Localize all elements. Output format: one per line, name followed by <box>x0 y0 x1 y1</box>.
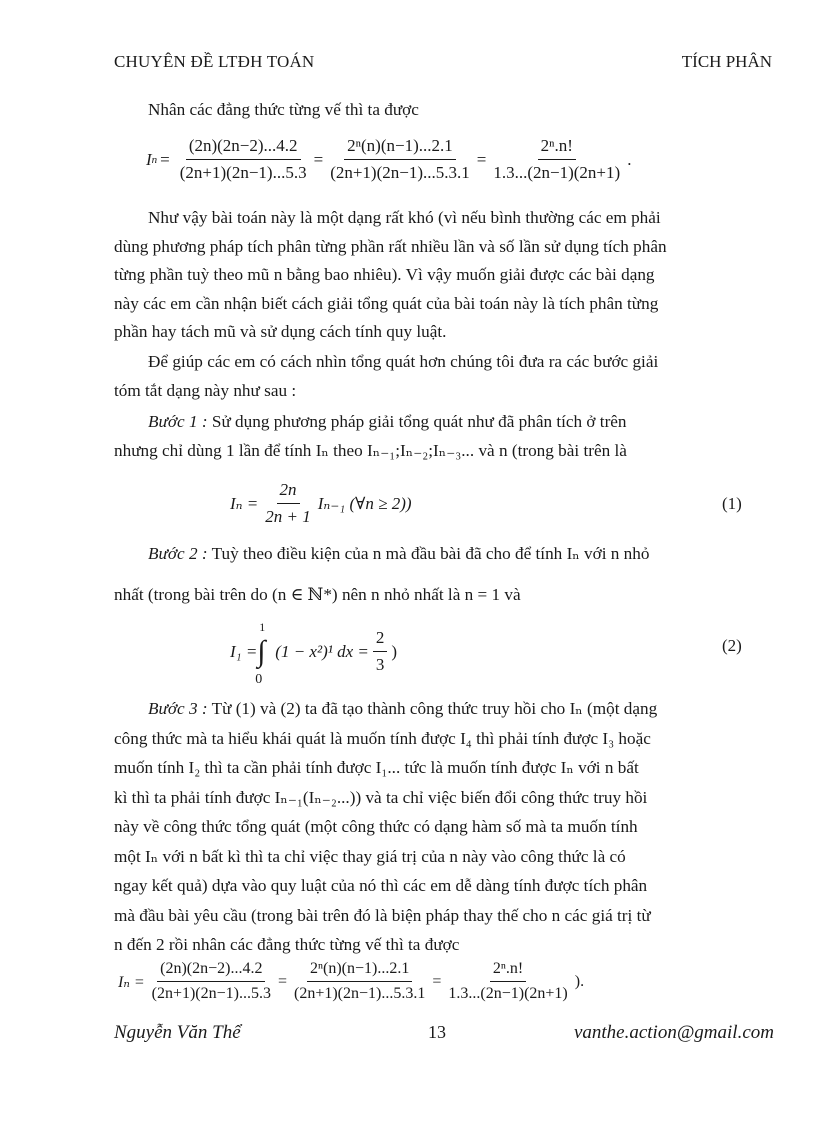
eq-top-fraction-1: $\frac{(2n)(2n-2)...4.2}{(2n+1)(2n-1)...5.3}$ <box>179 136 307 182</box>
footer-email[interactable]: vanthe.action@gmail.com <box>573 1022 774 1043</box>
paragraph-1-line: này các em cần nhận biết cách giải tổng quát của bài toán này là tích phân từng <box>114 293 659 313</box>
eq-bottom-fraction-2: $\frac{\text{2ⁿ(n)(n−1)...2.1}}{(2n+1)(2n-1)...5.3.1}$ <box>294 960 426 1002</box>
step-3-line: ngay kết quả) dựa vào quy luật của nó thì các em dễ dàng tính được tích phân <box>114 876 648 895</box>
footer-author: Nguyễn Văn Thể <box>114 1022 241 1043</box>
step-2 <box>114 540 750 609</box>
eq-top-lhs: I <box>146 149 152 169</box>
step-3-text: Từ (1) và (2) ta đã tạo thành công thức truy hồi cho Iₙ (một dạng <box>211 699 658 718</box>
step-3-line: này về công thức tổng quát (một công thức có dạng hàm số mà ta muốn tính <box>114 817 638 836</box>
header-topic: TÍCH PHÂN <box>681 52 772 71</box>
step-1-text-2: nhưng chỉ dùng 1 lần để tính Iₙ theo Iₙ₋₁;Iₙ₋₂;Iₙ₋₃... và n (trong bài trên là <box>114 440 627 460</box>
paragraph-2-line: Để giúp các em có cách nhìn tổng quát hơn chúng tôi đưa ra các bước giải <box>148 352 659 371</box>
step-2-label: Bước 2 : <box>148 544 208 563</box>
eq-1-fraction: $\frac{2n}{2n + 1}$ <box>265 480 311 526</box>
intro-line: Nhân các đẳng thức từng vế thì ta được <box>148 100 419 119</box>
equation-bottom: Iₙ = $\frac{(2n)(2n-2)...4.2}{(2n+1)(2n-1)...5.3}$ = $\frac{\text{2ⁿ(n)(n−1)...2.1}}{(2n+1)(2n-1)...5.3.1}$ = $\frac{\text{2ⁿ.n!}}{1.3...(2n-1)(2n+1)}$ ). <box>118 960 585 1002</box>
step-2-text-2: nhất (trong bài trên do (n ∈ ℕ*) nên n nhỏ nhất là n = 1 và <box>114 584 521 604</box>
step-3 <box>114 694 750 960</box>
paragraph-1-line: Như vậy bài toán này là một dạng rất khó (vì nếu bình thường các em phải <box>148 208 661 227</box>
step-3-line: kì thì ta phải tính được Iₙ₋₁(Iₙ₋₂...)) và ta chỉ việc biến đổi công thức truy hồi <box>114 787 648 807</box>
step-3-line: công thức mà ta hiểu khái quát là muốn tính được I₄ thì phải tính được I₃ hoặc <box>114 728 651 748</box>
eq-top-lhs-sub: n <box>151 153 158 166</box>
eq-bottom-fraction-1: $\frac{(2n)(2n-2)...4.2}{(2n+1)(2n-1)...5.3}$ <box>151 960 271 1002</box>
step-3-line: mà đầu bài yêu cầu (trong bài trên đó là biện pháp thay thế cho n các giá trị từ <box>114 905 651 925</box>
paragraph-1-line: từng phần tuỳ theo mũ n bằng bao nhiêu). Vì vậy muốn giải được các bài dạng <box>114 265 655 284</box>
step-3-label: Bước 3 : <box>148 699 208 718</box>
equation-top: I n = $\frac{(2n)(2n-2)...4.2}{(2n+1)(2n-1)...5.3}$ = $\frac{\text{2ⁿ(n)(n−1)...2.1}}{(2n+1)(2n-1)...5.3.1}$ = $\frac{\text{2ⁿ.n!}}{1.3...(2n-1)(2n+1)}$ . <box>146 136 632 182</box>
step-2-text: Tuỳ theo điều kiện của n mà đầu bài đã cho để tính Iₙ với n nhỏ <box>211 544 650 563</box>
step-1-text: Sử dụng phương pháp giải tổng quát như đã phân tích ở trên <box>211 412 627 431</box>
paragraph-2 <box>114 348 750 405</box>
eq-bottom-fraction-3: $\frac{\text{2ⁿ.n!}}{1.3...(2n-1)(2n+1)}$ <box>448 960 568 1002</box>
step-1-label: Bước 1 : <box>148 412 208 431</box>
integral-sign: ∫ 1 0 <box>255 619 266 687</box>
paragraph-1-line: phần hay tách mũ và sử dụng cách tính quy luật. <box>114 322 447 341</box>
step-1 <box>114 408 750 465</box>
paragraph-2-line: tóm tắt dạng này như sau : <box>114 380 297 400</box>
step-3-line: muốn tính I₂ thì ta cần phải tính được I₁... tức là muốn tính được Iₙ với n bất <box>114 758 639 777</box>
eq-top-fraction-3: $\frac{\text{2ⁿ.n!}}{1.3...(2n-1)(2n+1)}$ <box>493 136 621 182</box>
header-title: CHUYÊN ĐỀ LTĐH TOÁN <box>114 52 315 71</box>
step-3-line: n đến 2 rồi nhân các đẳng thức từng vế thì ta được <box>114 935 460 954</box>
eq-top-fraction-2: $\frac{\text{2ⁿ(n)(n−1)...2.1}}{(2n+1)(2n-1)...5.3.1}$ <box>330 136 470 182</box>
paragraph-1 <box>114 204 750 347</box>
equation-2: I₁ = ∫ 1 0 (1 − x²)¹ dx = $\frac{2}{3}$ ) <box>230 619 398 687</box>
eq-2-fraction: $\frac{2}{3}$ <box>373 628 388 675</box>
footer-page-number: 13 <box>428 1022 446 1042</box>
equation-1-number: (1) <box>722 494 742 513</box>
paragraph-1-line: dùng phương pháp tích phân từng phần rất nhiều lần và số lần sử dụng tích phân <box>114 236 667 256</box>
step-3-line: một Iₙ với n bất kì thì ta chỉ việc thay giá trị của n này vào công thức là có <box>114 846 626 866</box>
equation-1: Iₙ = $\frac{2n}{2n + 1}$ Iₙ₋₁ (∀n ≥ 2)) <box>230 480 412 526</box>
equation-2-number: (2) <box>722 636 742 655</box>
